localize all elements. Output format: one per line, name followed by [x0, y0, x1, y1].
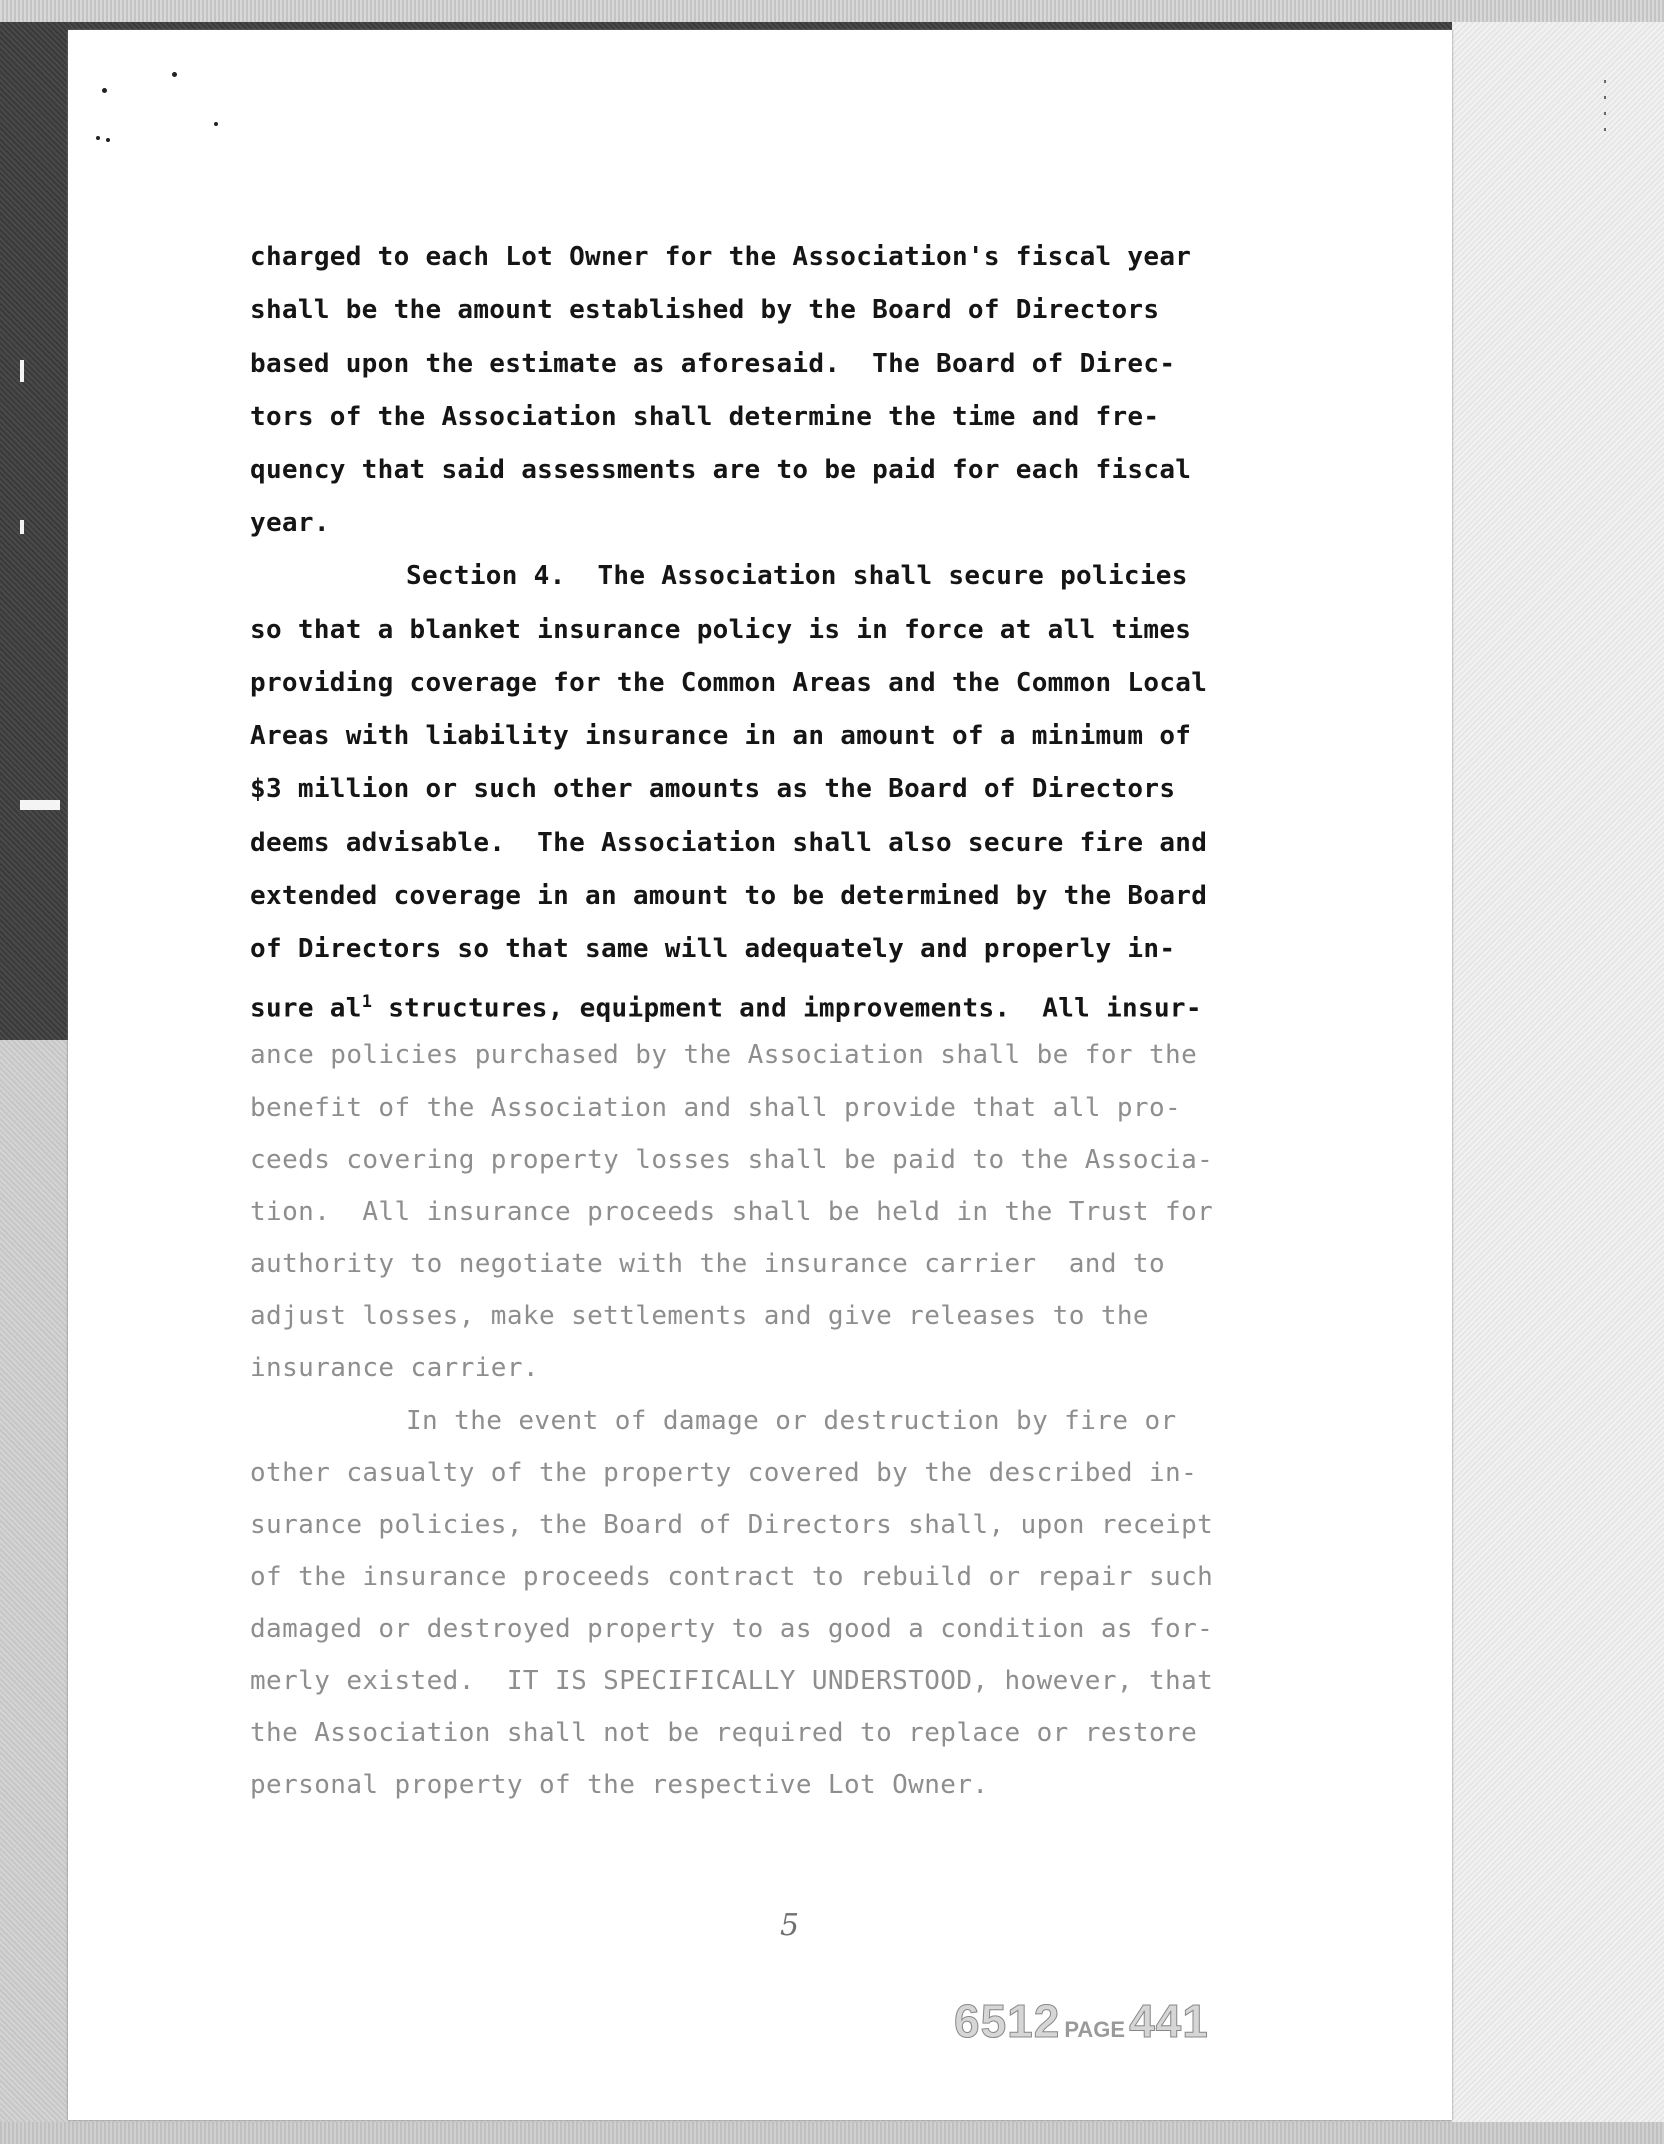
document-page	[68, 30, 1452, 2120]
body-line: personal property of the respective Lot Owner.	[250, 1770, 989, 1800]
body-line: damaged or destroyed property to as good a condition as for-	[250, 1614, 1214, 1644]
body-line-part: structures, equipment and improvements. All insur-	[372, 993, 1202, 1024]
ink-speck	[214, 122, 218, 126]
body-line: ceeds covering property losses shall be paid to the Associa-	[250, 1145, 1214, 1175]
stamp-book-number: 6512	[954, 1995, 1061, 2047]
body-line: adjust losses, make settlements and give releases to the	[250, 1301, 1149, 1331]
body-line: extended coverage in an amount to be determined by the Board	[250, 881, 1208, 911]
scan-artifact	[20, 800, 60, 810]
body-line: ance policies purchased by the Association shall be for the	[250, 1040, 1198, 1070]
scanner-right-margin	[1452, 0, 1664, 2144]
body-line: other casualty of the property covered by the described in-	[250, 1458, 1198, 1488]
body-line: authority to negotiate with the insurance carrier and to	[250, 1249, 1166, 1279]
scanner-top-edge	[0, 0, 1664, 22]
body-line: tion. All insurance proceeds shall be held in the Trust for	[250, 1197, 1214, 1227]
body-line-part: sure al	[250, 993, 362, 1024]
section-heading-line: Section 4. The Association shall secure policies	[406, 561, 1188, 591]
body-line: year.	[250, 508, 330, 538]
body-line: surance policies, the Board of Directors shall, upon receipt	[250, 1510, 1214, 1540]
book-page-stamp	[954, 1994, 1209, 2048]
body-line: quency that said assessments are to be paid for each fiscal	[250, 455, 1192, 485]
page-number: 5	[780, 1908, 800, 1943]
scan-artifact	[1604, 80, 1606, 140]
body-line: benefit of the Association and shall provide that all pro-	[250, 1093, 1182, 1123]
body-line: so that a blanket insurance policy is in force at all times	[250, 615, 1192, 645]
body-line: providing coverage for the Common Areas and the Common Local	[250, 668, 1208, 698]
ink-speck	[172, 72, 177, 77]
body-line: deems advisable. The Association shall also secure fire and	[250, 828, 1208, 858]
typo-superscript: 1	[361, 992, 373, 1012]
body-line: merly existed. IT IS SPECIFICALLY UNDERSTOOD, however, that	[250, 1666, 1214, 1696]
ink-speck	[96, 136, 100, 140]
scanner-bottom-edge	[0, 2122, 1664, 2144]
body-line: based upon the estimate as aforesaid. The Board of Direc-	[250, 349, 1176, 379]
ink-speck	[106, 138, 110, 142]
body-line: $3 million or such other amounts as the Board of Directors	[250, 774, 1176, 804]
scan-artifact	[20, 360, 24, 382]
ink-speck	[102, 88, 107, 93]
body-line: of Directors so that same will adequately and properly in-	[250, 934, 1176, 964]
stamp-page-label: PAGE	[1064, 2017, 1126, 2042]
body-line: insurance carrier.	[250, 1353, 539, 1383]
body-line: charged to each Lot Owner for the Association's fiscal year	[250, 242, 1192, 272]
body-line: of the insurance proceeds contract to rebuild or repair such	[250, 1562, 1214, 1592]
body-line: the Association shall not be required to replace or restore	[250, 1718, 1198, 1748]
body-line	[250, 987, 1202, 1024]
body-line: shall be the amount established by the Board of Directors	[250, 295, 1160, 325]
paragraph-start-line: In the event of damage or destruction by fire or	[406, 1406, 1177, 1436]
stamp-page-number: 441	[1129, 1995, 1209, 2047]
body-line: tors of the Association shall determine the time and fre-	[250, 402, 1160, 432]
scan-artifact	[20, 520, 24, 534]
body-line: Areas with liability insurance in an amount of a minimum of	[250, 721, 1192, 751]
